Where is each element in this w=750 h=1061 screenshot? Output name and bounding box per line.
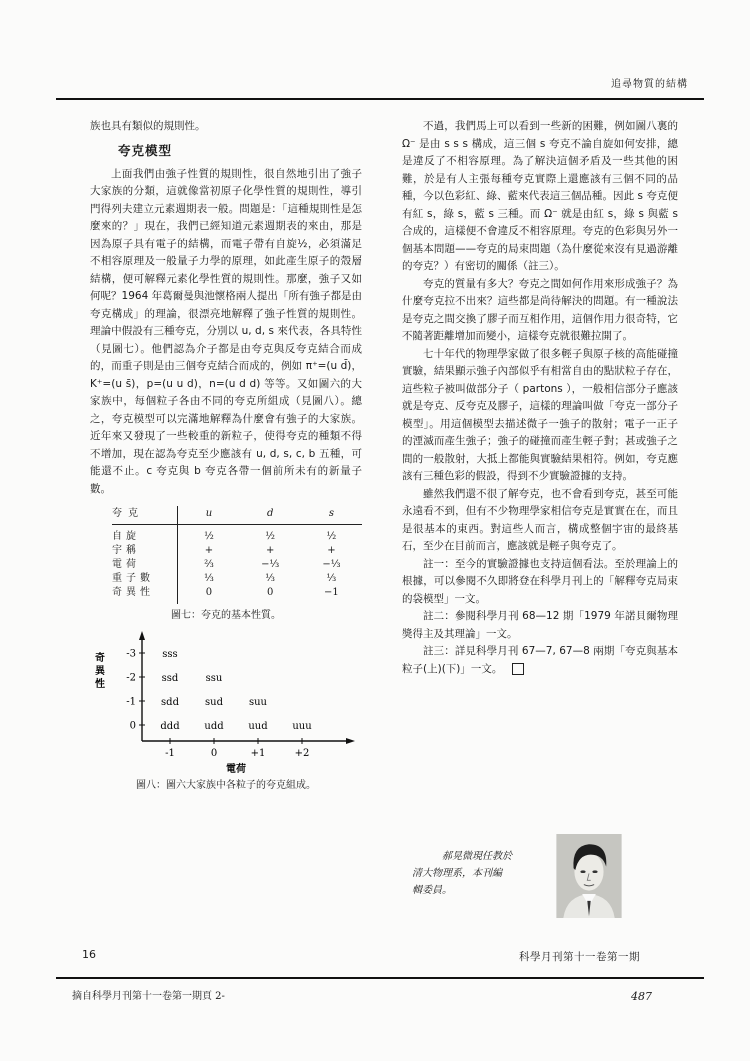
footer-rule — [56, 977, 704, 979]
table-cell: −⅓ — [322, 559, 341, 570]
table-cell: ⅓ — [326, 573, 337, 584]
quark-properties-table — [112, 506, 362, 604]
x-tick-label: 0 — [210, 748, 218, 759]
footnote: 註二：參閱科學月刊 68—12 期「1979 年諾貝爾物理獎得主及其理論」一文。 — [402, 610, 678, 640]
author-portrait — [556, 834, 622, 918]
y-axis-label-glyph: 奇 — [95, 653, 105, 664]
table-row — [112, 572, 362, 586]
body-paragraph: 七十年代的物理學家做了很多輕子與原子核的高能碰撞實驗，結果顯示強子內部似乎有相當自由的點狀粒子存在，這些粒子被叫做部分子（ partons ），一般相信部分子應該就是夸克、反夸克及膠子，這樣的理論叫做「夸克一部分子模型」。用這個模型去描述微子一強子的散射；電子一正子的湮滅而產生強子；強子的碰撞而產生輕子對；甚或強子之間的一般散射，大抵上都能與實驗結果相符。例如，夸克應該有三種色彩的假設，得到不少實驗證據的支持。 — [402, 347, 678, 482]
body-paragraph: 雖然我們還不很了解夸克，也不會看到夸克，甚至可能永遠看不到，但有不少物理學家相信夸克是實實在在，而且是很基本的東西。對這些人而言，構成整個宇宙的最終基石，至少在目前而言，應該就是輕子與夸克了。 — [402, 487, 678, 552]
data-point-label: suu — [248, 697, 268, 708]
table-row — [112, 586, 362, 604]
table-cell: 0 — [266, 587, 274, 598]
table-cell: −1 — [324, 587, 339, 598]
footnote — [402, 643, 678, 678]
table-column-header: u — [178, 506, 240, 525]
row-label: 宇稱 — [112, 544, 178, 558]
x-tick-label: -1 — [165, 748, 175, 759]
table-column-header: d — [240, 506, 301, 525]
right-column — [402, 118, 678, 818]
running-title: 追尋物質的結構 — [611, 79, 688, 90]
table-cell: + — [327, 545, 336, 556]
data-point-label: sud — [205, 697, 223, 708]
x-axis-arrow-icon — [346, 738, 355, 744]
figure7-caption: 圖七：夸克的基本性質。 — [171, 610, 281, 621]
quark-composition-chart — [90, 627, 362, 777]
archive-page-number: 487 — [631, 990, 652, 1003]
data-point-label: sdd — [161, 697, 179, 708]
source-note: 摘自科學月刊第十一卷第一期頁 2- — [72, 991, 225, 1002]
table-cell: + — [204, 545, 214, 556]
x-tick-label: +2 — [294, 748, 310, 759]
y-axis-label — [95, 651, 106, 690]
header-rule — [56, 98, 704, 100]
figure8-caption: 圖八：圖六大家族中各粒子的夸克組成。 — [136, 780, 316, 791]
data-point-label: ssd — [161, 673, 179, 684]
table-cell: ⅓ — [265, 573, 275, 584]
row-label: 自旋 — [112, 525, 178, 545]
data-point-label: ddd — [160, 721, 180, 732]
bio-line: 郝晃微現任教於 — [442, 851, 512, 862]
table-cell: 0 — [205, 587, 213, 598]
row-label: 重子數 — [112, 572, 178, 586]
body-paragraph: 上面我們由強子性質的規則性，很自然地引出了強子大家族的分類，這就像當初原子化學性質的規則性，導引門得列夫建立元素週期表一般。問題是：「這種規則性是怎麼來的？」現在，我們已經知道元素週期表的來由，那是因為原子具有電子的結構，而電子帶有自旋½，必須滿足不相容原理及一般量子力學的原理，如此產生原子的殼層結構，便可解釋元素化學性質的規則性。那麼，強子又如何呢？1964 年葛爾曼與池懷格兩人提出「所有強子都是由夸克構成」的理論，很漂亮地解釋了強子性質的規則性。理論中假設有三種夸克，分別以 u, d, s 來代表，各具特性（見圖七）。他們認為介子都是由夸克與反夸克結合而成的，而重子則是由三個夸克結合而成的，例如 π⁺=(u d̄)，K⁺=(u s̄)，p=(u u d)，n=(u d d) 等等。又如圖六的大家族中，每個粒子各由不同的夸克所組成（見圖八）。總之，夸克模型可以完滿地解釋為什麼會有強子的大家族。近年來又發現了一些較重的新粒子，使得夸克的種類不得不增加，現在認為夸克至少應該有 u, d, s, c, b 五種，可能還不止。c 夸克與 b 夸克各帶一個前所未有的新量子數。 — [90, 167, 362, 495]
table-header-row — [112, 506, 362, 525]
footnote-text: 註三：詳見科學月刊 67—7, 67—8 兩期「夸克與基本粒子(上)(下)」一文。 — [402, 645, 678, 675]
page-number: 16 — [82, 948, 96, 961]
table-cell: −⅓ — [261, 559, 280, 570]
table-cell: ⅔ — [204, 559, 214, 570]
body-paragraph: 夸克的質量有多大？夸克之間如何作用來形成強子？為什麼夸克拉不出來？這些都是尚待解決的問題。有一種說法是夸克之間交換了膠子而互相作用，這個作用力很奇特，它不隨著距離增加而變小，這樣夸克就很難拉開了。 — [402, 277, 678, 342]
table-row-header: 夸克 — [112, 506, 178, 525]
left-column — [90, 118, 362, 898]
footnote: 註一：至今的實驗證據也支持這個看法。至於理論上的根據，可以參閱不久即將登在科學月刊上的「解釋夸克局束的袋模型」一文。 — [402, 557, 678, 605]
end-mark-icon — [512, 663, 524, 675]
row-label: 電荷 — [112, 558, 178, 572]
journal-issue: 科學月刊第十一卷第一期 — [519, 951, 640, 963]
data-point-label: sss — [162, 649, 178, 660]
y-tick-label: 0 — [129, 720, 136, 732]
table-cell: + — [265, 545, 275, 556]
body-paragraph: 不過，我們馬上可以看到一些新的困難，例如圖八裏的 Ω⁻ 是由 s s s 構成，這三個 s 夸克不論自旋如何安排，總是違反了不相容原理。為了解決這個矛盾及一些其他的困難，於是有人主張每種夸克實際上還應該有三個不同的品種，今以色彩紅、綠、藍來代表這三個品種。因此 s 夸克便有紅 s，綠 s，藍 s 三種。而 Ω⁻ 就是由紅 s，綠 s 與藍 s 合成的，這樣便不會違反不相容原理。夸克的色彩與另外一個基本問題——夸克的局束問題（為什麼從來沒有見過游離的夸克？）有密切的關係（註三）。 — [402, 120, 678, 272]
y-axis-arrow-icon — [139, 631, 145, 640]
table-row — [112, 525, 362, 545]
table-row — [112, 558, 362, 572]
y-axis-label-glyph: 性 — [95, 679, 105, 690]
y-tick-label: -3 — [126, 648, 136, 660]
data-point-label: ssu — [205, 673, 223, 684]
x-tick-label: +1 — [250, 748, 266, 759]
data-point-label: uud — [248, 721, 268, 732]
table-cell: ⅓ — [204, 573, 214, 584]
intro-line: 族也具有類似的規則性。 — [90, 120, 206, 132]
table-cell: ½ — [265, 531, 275, 542]
y-tick-label: -1 — [126, 696, 136, 708]
author-bio — [412, 848, 540, 899]
table-cell: ½ — [204, 531, 214, 542]
y-axis-label-glyph: 異 — [95, 666, 105, 677]
data-point-label: udd — [204, 721, 224, 732]
bio-line: 輯委員。 — [412, 885, 452, 896]
table-cell: ½ — [326, 531, 337, 542]
bio-line: 清大物理系，本刊編 — [412, 868, 502, 879]
row-label: 奇異性 — [112, 586, 178, 604]
data-point-label: uuu — [292, 721, 312, 732]
section-heading: 夸克模型 — [118, 142, 173, 158]
chart-points — [160, 649, 312, 732]
y-tick-label: -2 — [126, 672, 136, 684]
table-row — [112, 544, 362, 558]
table-column-header: s — [301, 506, 362, 525]
x-axis-label: 電荷 — [226, 764, 246, 775]
